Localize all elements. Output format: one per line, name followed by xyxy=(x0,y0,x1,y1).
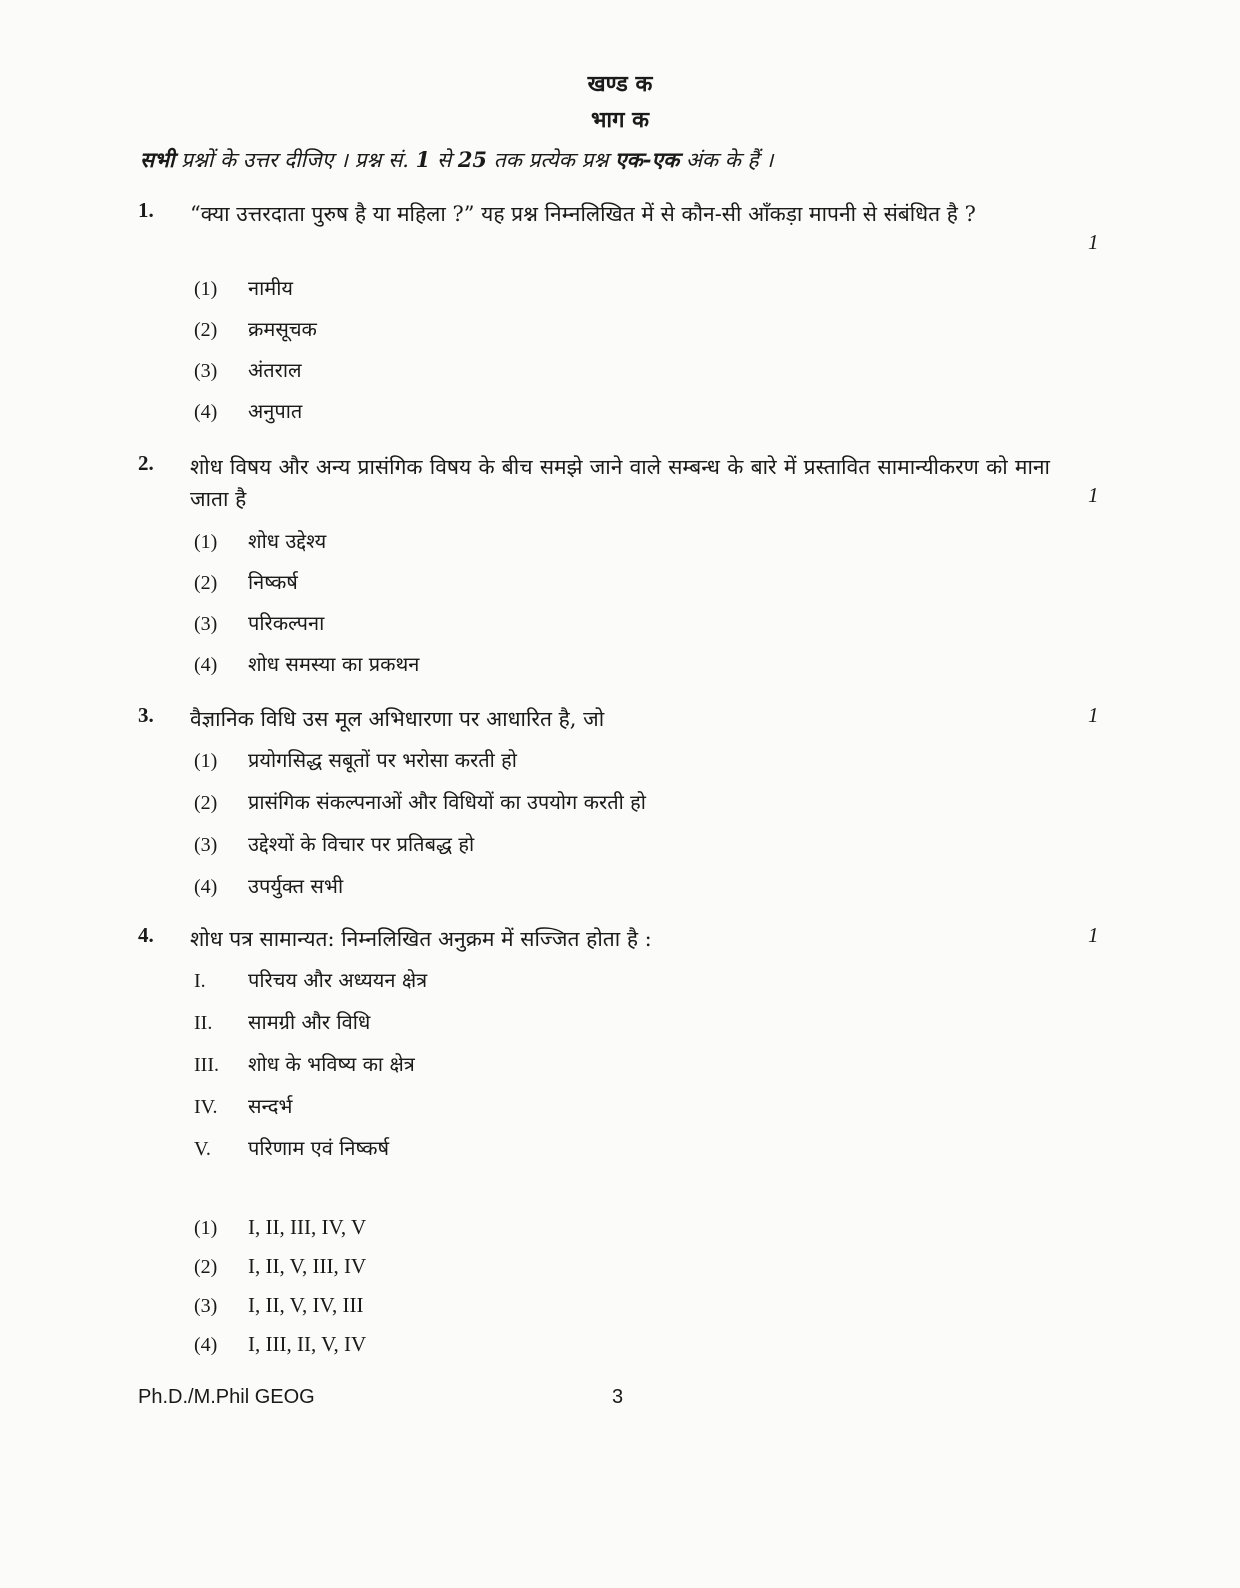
option[interactable] xyxy=(194,788,646,815)
statement-number: III. xyxy=(194,1054,219,1076)
option[interactable] xyxy=(194,1215,366,1240)
question-number: 3. xyxy=(138,703,154,727)
question-number: 2. xyxy=(138,451,154,475)
question-number: 4. xyxy=(138,923,154,947)
option[interactable] xyxy=(194,315,317,342)
statement-item xyxy=(194,1134,389,1161)
option[interactable] xyxy=(194,1332,366,1357)
question-text: शोध पत्र सामान्यत: निम्नलिखित अनुक्रम में सज्जित होता है : xyxy=(190,927,652,951)
instruction-all: सभी xyxy=(140,147,175,172)
instruction-to: 25 xyxy=(457,147,488,172)
option-number: (1) xyxy=(194,750,218,772)
instructions xyxy=(140,146,1100,174)
statement-text: परिणाम एवं निष्कर्ष xyxy=(248,1136,390,1160)
option[interactable] xyxy=(194,872,343,899)
option[interactable] xyxy=(194,830,474,857)
option-text: I, III, II, V, IV xyxy=(248,1332,367,1356)
option-number: (3) xyxy=(194,613,218,635)
part-heading: भाग क xyxy=(590,107,650,133)
statement-number: I. xyxy=(194,970,206,992)
option[interactable] xyxy=(194,274,293,301)
option-text: क्रमसूचक xyxy=(248,317,317,341)
option-number: (2) xyxy=(194,319,218,341)
question-marks: 1 xyxy=(1088,703,1099,727)
option[interactable] xyxy=(194,650,419,677)
question-text: “क्या उत्तरदाता पुरुष है या महिला ?” यह प्रश्न निम्नलिखित में से कौन-सी आँकड़ा मापनी से संबंधित है ? xyxy=(190,202,976,226)
option-number: (3) xyxy=(194,834,218,856)
option-number: (2) xyxy=(194,1256,218,1278)
option-number: (2) xyxy=(194,792,218,814)
instruction-text: तक प्रत्येक प्रश्न xyxy=(487,148,615,172)
option-text: I, II, V, IV, III xyxy=(248,1293,364,1317)
statement-item xyxy=(194,966,427,993)
option-number: (1) xyxy=(194,531,218,553)
question-number: 1. xyxy=(138,198,154,222)
statement-item xyxy=(194,1050,415,1077)
statement-item xyxy=(194,1092,292,1119)
option[interactable] xyxy=(194,568,298,595)
statement-number: V. xyxy=(194,1138,211,1160)
option-text: शोध समस्या का प्रकथन xyxy=(248,652,420,676)
option-number: (4) xyxy=(194,654,218,676)
statement-text: सन्दर्भ xyxy=(248,1094,293,1118)
instruction-text: अंक के हैं । xyxy=(679,148,774,172)
option[interactable] xyxy=(194,397,302,424)
statement-text: शोध के भविष्य का क्षेत्र xyxy=(248,1052,415,1076)
option-text: शोध उद्देश्य xyxy=(248,529,327,553)
option[interactable] xyxy=(194,356,302,383)
option-text: परिकल्पना xyxy=(248,611,325,635)
option-text: प्रासंगिक संकल्पनाओं और विधियों का उपयोग करती हो xyxy=(248,790,646,814)
option-number: (1) xyxy=(194,278,218,300)
option-text: उद्देश्यों के विचार पर प्रतिबद्ध हो xyxy=(248,832,475,856)
option-number: (2) xyxy=(194,572,218,594)
option-text: प्रयोगसिद्ध सबूतों पर भरोसा करती हो xyxy=(248,748,517,772)
option-number: (1) xyxy=(194,1217,218,1239)
statement-item xyxy=(194,1008,370,1035)
page-number: 3 xyxy=(612,1386,624,1408)
option-text: नामीय xyxy=(248,276,294,300)
option-text: अनुपात xyxy=(248,399,303,423)
question-text: वैज्ञानिक विधि उस मूल अभिधारणा पर आधारित है, जो xyxy=(190,707,605,731)
option[interactable] xyxy=(194,1293,364,1318)
option-number: (4) xyxy=(194,1334,218,1356)
option-text: उपर्युक्त सभी xyxy=(248,874,344,898)
option-number: (4) xyxy=(194,401,218,423)
statement-text: परिचय और अध्ययन क्षेत्र xyxy=(248,968,428,992)
statement-number: IV. xyxy=(194,1096,218,1118)
instruction-text: से xyxy=(430,148,458,172)
question-marks: 1 xyxy=(1088,230,1099,254)
option-number: (3) xyxy=(194,360,218,382)
instruction-marks-each: एक-एक xyxy=(615,147,680,172)
statement-text: सामग्री और विधि xyxy=(248,1010,371,1034)
option-text: अंतराल xyxy=(248,358,302,382)
option[interactable] xyxy=(194,527,326,554)
instruction-text: प्रश्नों के उत्तर दीजिए । प्रश्न सं. xyxy=(174,148,416,172)
option-number: (4) xyxy=(194,876,218,898)
option-text: I, II, III, IV, V xyxy=(248,1215,367,1239)
question-marks: 1 xyxy=(1088,483,1099,507)
question-marks: 1 xyxy=(1088,923,1099,947)
section-heading: खण्ड क xyxy=(587,71,653,97)
option[interactable] xyxy=(194,609,324,636)
option[interactable] xyxy=(194,746,517,773)
statement-number: II. xyxy=(194,1012,213,1034)
exam-code: Ph.D./M.Phil GEOG xyxy=(138,1386,315,1408)
option-number: (3) xyxy=(194,1295,218,1317)
instruction-from: 1 xyxy=(415,147,431,172)
question-text: शोध विषय और अन्य प्रासंगिक विषय के बीच समझे जाने वाले सम्बन्ध के बारे में प्रस्तावित सामान्यीकरण को माना जाता है xyxy=(190,455,1050,511)
option[interactable] xyxy=(194,1254,366,1279)
option-text: निष्कर्ष xyxy=(248,570,298,594)
option-text: I, II, V, III, IV xyxy=(248,1254,367,1278)
